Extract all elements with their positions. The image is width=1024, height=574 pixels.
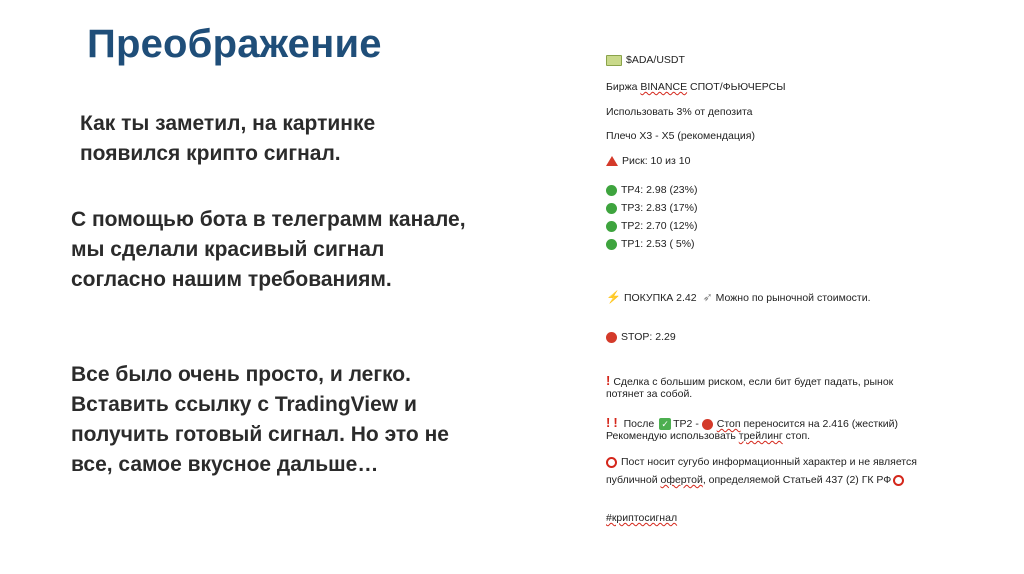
signal-deposit: Использовать 3% от депозита	[606, 106, 753, 118]
signal-risk: Риск: 10 из 10	[622, 155, 691, 167]
buy-row	[606, 290, 871, 304]
after-stop-word: Стоп	[716, 418, 741, 430]
exchange-name: BINANCE	[640, 81, 688, 93]
tp4-label: TP4: 2.98 (23%)	[621, 184, 698, 196]
stop-row	[606, 331, 676, 343]
rocket-icon: ➶	[702, 290, 713, 304]
signal-leverage: Плечо Х3 - Х5 (рекомендация)	[606, 130, 755, 142]
disclaimer-row-2	[606, 474, 908, 486]
stop-price: STOP: 2.29	[621, 331, 676, 343]
paragraph-tradingview: Все было очень просто, и легко. Вставить ссылку с TradingView и получить готовый сигнал. Но это не все, самое вкусное дальше…	[71, 363, 449, 476]
disclaimer-line2-word: офертой	[660, 474, 703, 486]
hashtag: #криптосигнал	[606, 512, 678, 524]
exclamation-icon: !	[606, 415, 611, 430]
red-circle-icon	[606, 332, 617, 343]
disclaimer-line1: Пост носит сугубо информационный характер и не является	[621, 456, 917, 468]
green-circle-icon	[606, 221, 617, 232]
green-circle-icon	[606, 203, 617, 214]
recommend-suffix: стоп.	[782, 430, 811, 442]
signal-risk-row	[606, 155, 690, 167]
tp3-label: TP3: 2.83 (17%)	[621, 202, 698, 214]
after-tp: TP2 -	[673, 418, 699, 430]
lightning-icon: ⚡	[606, 290, 621, 304]
warning-line1: Сделка с большим риском, если бит будет падать, рынок	[613, 376, 894, 388]
signal-exchange-row	[606, 81, 786, 93]
recommend-prefix: Рекомендую использовать	[606, 430, 739, 442]
paragraph-crypto-signal: Как ты заметил, на картинке появился крипто сигнал.	[80, 112, 376, 165]
after-rest: переносится на 2.416 (жесткий)	[740, 418, 898, 430]
exclamation-icon: !	[613, 415, 618, 430]
warning-row	[606, 373, 893, 388]
buy-price: ПОКУПКА 2.42	[623, 292, 697, 304]
warning-line2: потянет за собой.	[606, 388, 693, 400]
tp2-row	[606, 220, 697, 232]
red-circle-icon	[702, 419, 713, 430]
after-tp-row	[606, 415, 898, 430]
exchange-suffix: СПОТ/ФЬЮЧЕРСЫ	[687, 81, 786, 93]
exclamation-icon: !	[606, 373, 611, 388]
tp4-row	[606, 184, 697, 196]
tp3-row	[606, 202, 697, 214]
exchange-prefix: Биржа	[606, 81, 641, 93]
tp2-label: TP2: 2.70 (12%)	[621, 220, 698, 232]
signal-pair-row	[606, 54, 685, 66]
slide-title: Преображение	[87, 22, 382, 66]
money-icon	[606, 55, 622, 66]
tp1-row	[606, 238, 695, 250]
tp1-label: TP1: 2.53 ( 5%)	[621, 238, 695, 250]
paragraph-telegram-bot: С помощью бота в телеграмм канале, мы сделали красивый сигнал согласно нашим требованиям.	[71, 208, 466, 291]
disclaimer-line2-suffix: , определяемой Статьей 437 (2) ГК РФ	[702, 474, 892, 486]
hashtag-row	[606, 512, 677, 524]
disclaimer-row	[606, 456, 917, 468]
green-circle-icon	[606, 239, 617, 250]
checkmark-icon: ✓	[659, 418, 671, 430]
buy-note: Можно по рыночной стоимости.	[715, 292, 871, 304]
no-entry-icon	[606, 457, 617, 468]
recommend-word: трейлинг	[738, 430, 783, 442]
after-prefix: После	[623, 418, 655, 430]
green-circle-icon	[606, 185, 617, 196]
signal-pair: $ADA/USDT	[626, 54, 685, 66]
recommend-row	[606, 430, 810, 442]
warning-triangle-icon	[606, 156, 618, 166]
disclaimer-line2-prefix: публичной	[606, 474, 661, 486]
no-entry-icon	[893, 475, 904, 486]
